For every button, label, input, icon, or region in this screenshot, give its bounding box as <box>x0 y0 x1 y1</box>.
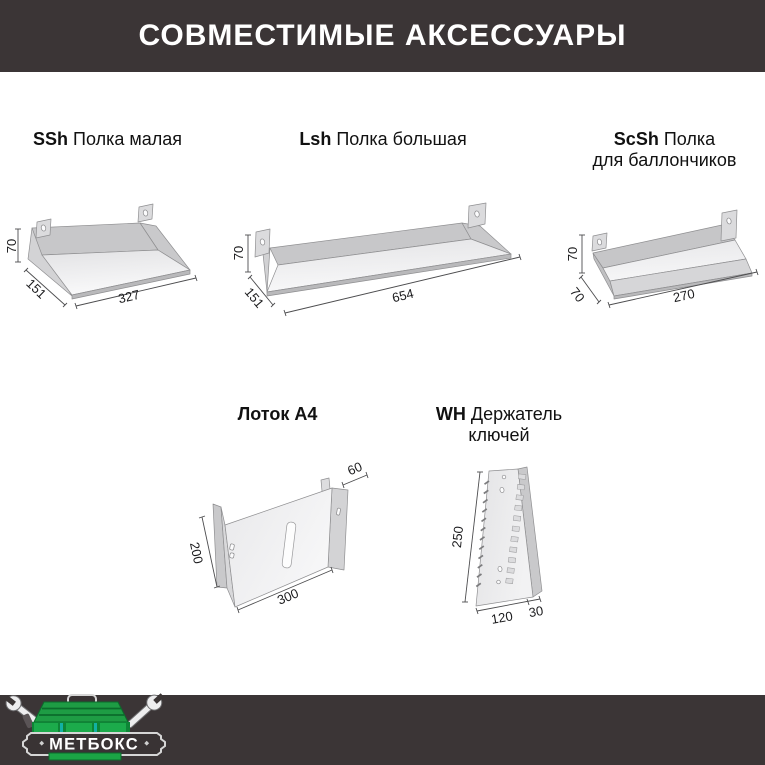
product-title-scsh <box>572 129 757 171</box>
product-name: Полка <box>663 129 716 149</box>
product-title-ssh <box>10 129 205 150</box>
dim-height-label: 70 <box>231 245 246 261</box>
dim-width-label: 300 <box>274 585 301 608</box>
product-name: Лоток А4 <box>237 404 318 424</box>
key-holder-3d-drawing <box>476 467 542 606</box>
tray-3d-drawing <box>213 478 348 607</box>
product-title-wh <box>415 404 583 446</box>
product-code: WH <box>435 404 466 424</box>
dim-depth-label: 151 <box>23 275 50 302</box>
dim-depth-label: 151 <box>241 284 268 311</box>
dim-depth-label: 30 <box>527 602 545 621</box>
header <box>0 0 765 72</box>
dim-width-label: 270 <box>671 285 697 306</box>
product-drawing-wh <box>436 450 564 626</box>
product-name-line2: для баллончиков <box>592 150 737 170</box>
product-code: SSh <box>32 129 68 149</box>
product-name: Полка малая <box>73 129 182 149</box>
product-name-line2: ключей <box>468 425 530 445</box>
dim-width-label: 654 <box>390 285 416 306</box>
product-code: ScSh <box>613 129 659 149</box>
shelf-3d-drawing <box>255 203 511 296</box>
shelf-3d-drawing <box>592 210 752 299</box>
product-title-lsh <box>288 129 478 150</box>
dim-height-label: 250 <box>448 525 467 549</box>
product-title-a4 <box>190 404 365 425</box>
product-drawing-a4-tray <box>186 436 386 618</box>
dim-width-label: 120 <box>489 608 514 627</box>
dim-top-label: 60 <box>345 458 365 479</box>
dim-height-label: 200 <box>186 540 207 566</box>
dim-width-label: 327 <box>116 286 142 307</box>
product-code: Lsh <box>299 129 332 149</box>
page-title: СОВМЕСТИМЫЕ АКСЕССУАРЫ <box>138 19 627 52</box>
product-drawing-lsh <box>228 193 533 321</box>
product-name: Полка большая <box>336 129 467 149</box>
product-drawing-ssh <box>4 192 205 320</box>
product-drawing-scsh <box>550 203 762 318</box>
dim-depth-label: 70 <box>567 284 588 306</box>
logo-text: МЕТБОКС <box>49 735 139 754</box>
metbox-logo <box>4 688 172 765</box>
dim-height-label: 70 <box>565 246 580 262</box>
product-name: Держатель <box>470 404 563 424</box>
toolbox-icon <box>23 695 165 760</box>
dim-height-label: 70 <box>4 238 19 254</box>
